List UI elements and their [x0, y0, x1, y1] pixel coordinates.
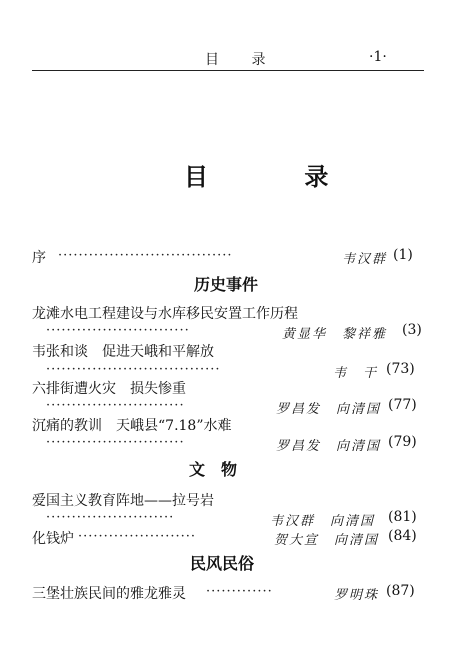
toc-leader-dots: ··························· [46, 435, 185, 450]
toc-entry-author: 罗昌发 向清国 [276, 439, 382, 454]
toc-entry-author: 黄显华 黎祥雅 [282, 327, 388, 342]
section-heading: 文 物 [189, 460, 238, 479]
toc-entry-title: 六排街遭火灾 损失惨重 [32, 381, 186, 397]
toc-entry-page: (73) [386, 361, 415, 377]
toc-leader-dots: ··························· [46, 398, 185, 413]
toc-entry-author: 贺大宣 向清国 [274, 533, 380, 548]
toc-entry-title: 龙滩水电工程建设与水库移民安置工作历程 [32, 306, 298, 322]
toc-leader-dots: ·································· [58, 248, 233, 263]
header-rule [32, 70, 424, 71]
toc-entry-author: 韦汉群 向清国 [270, 514, 376, 529]
section-heading: 民风民俗 [190, 554, 255, 573]
toc-entry-title: 化钱炉 [32, 531, 74, 547]
toc-leader-dots: ·································· [46, 362, 221, 377]
toc-entry-page: (84) [388, 528, 417, 544]
toc-entry-page: (87) [386, 583, 415, 599]
toc-entry-author: 罗明珠 [334, 588, 380, 603]
toc-entry-title: 三堡壮族民间的雅龙雅灵 [32, 586, 186, 602]
toc-leader-dots: ···························· [46, 323, 190, 338]
page-number: ·1· [369, 49, 387, 65]
toc-leader-dots: ······················· [78, 529, 197, 544]
section-heading: 历史事件 [194, 275, 259, 294]
toc-entry-title: 爱国主义教育阵地——拉号岩 [32, 493, 214, 509]
toc-entry-author: 韦 干 [333, 366, 379, 381]
toc-entry-author: 罗昌发 向清国 [276, 402, 382, 417]
toc-entry-title: 沉痛的教训 天峨县“7.18”水难 [32, 418, 232, 434]
toc-entry-title: 韦张和谈 促进天峨和平解放 [32, 344, 214, 360]
toc-entry-page: (77) [388, 397, 417, 413]
toc-entry-page: (81) [388, 509, 417, 525]
toc-entry-page: (1) [393, 247, 413, 263]
toc-leader-dots: ············· [206, 584, 273, 599]
toc-entry-title: 序 [32, 250, 46, 266]
toc-entry-page: (3) [402, 322, 422, 338]
toc-leader-dots: ························· [46, 510, 175, 525]
toc-entry-author: 韦汉群 [342, 252, 388, 267]
running-header-title: 目 录 [205, 52, 280, 68]
page-title: 目 录 [184, 162, 373, 191]
toc-entry-page: (79) [388, 434, 417, 450]
